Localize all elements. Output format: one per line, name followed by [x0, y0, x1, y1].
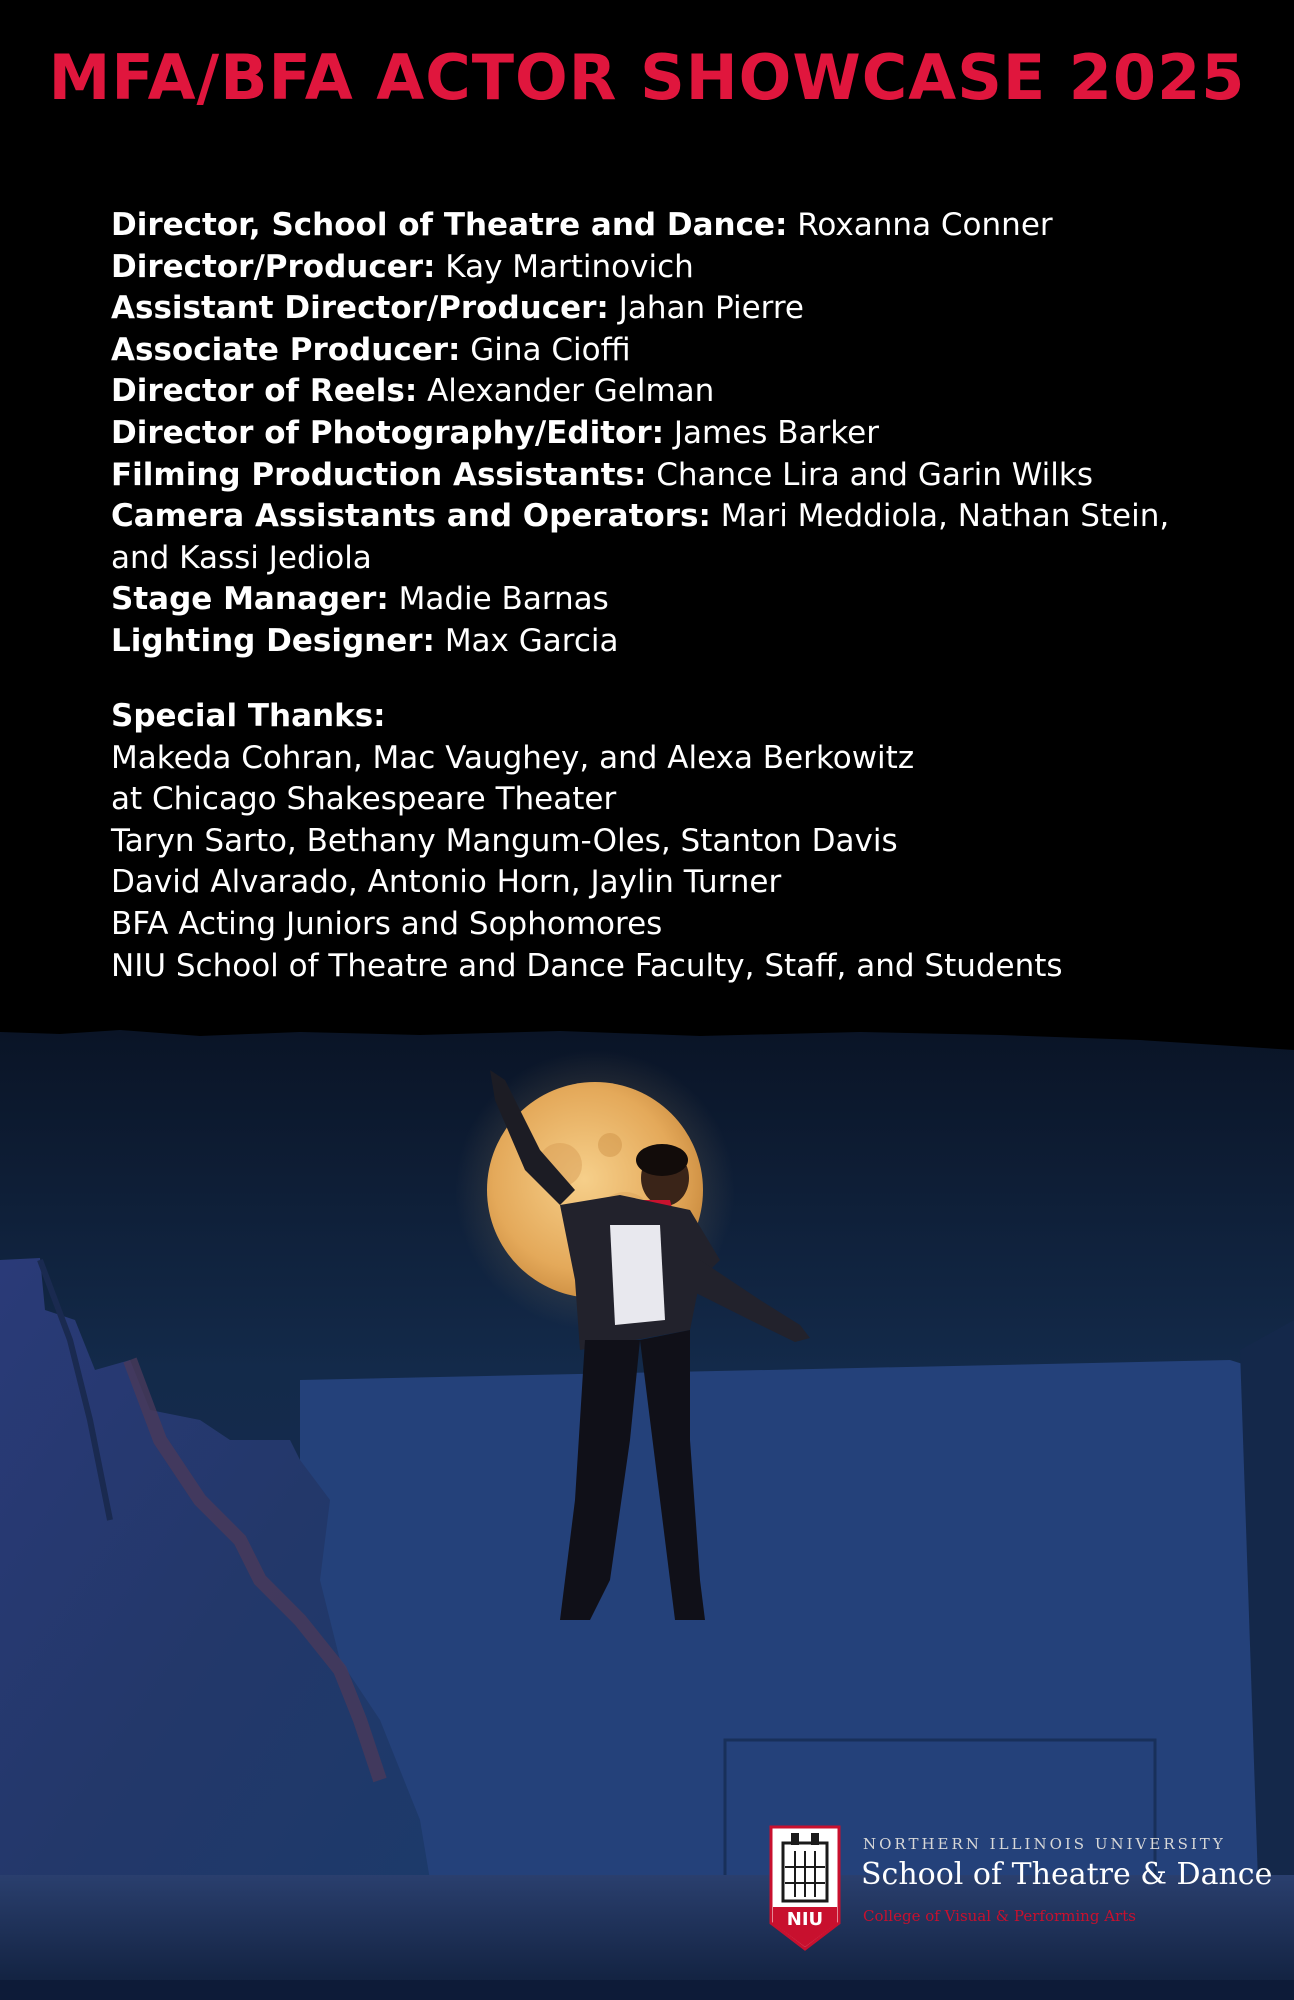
credit-line: [111, 413, 1191, 455]
credit-role: Director/Producer:: [111, 248, 436, 285]
credit-role: Associate Producer:: [111, 331, 461, 368]
credits-list: [111, 205, 1191, 663]
credit-name: Jahan Pierre: [618, 290, 805, 327]
credit-name: James Barker: [673, 414, 879, 451]
credit-name: Madie Barnas: [398, 581, 609, 618]
credit-name: Kay Martinovich: [445, 248, 694, 285]
university-name: NORTHERN ILLINOIS UNIVERSITY: [863, 1835, 1226, 1853]
school-name: School of Theatre & Dance: [861, 1857, 1273, 1892]
credit-name: Mari Meddiola, Nathan Stein, and Kassi Jediola: [111, 498, 1170, 576]
thanks-line: Taryn Sarto, Bethany Mangum-Oles, Stanton Davis: [111, 822, 898, 859]
thanks-line: BFA Acting Juniors and Sophomores: [111, 905, 663, 942]
credit-line: [111, 288, 1191, 330]
credit-line: [111, 371, 1191, 413]
credit-line: [111, 621, 1191, 663]
credit-role: Camera Assistants and Operators:: [111, 498, 711, 535]
niu-badge-text: NIU: [786, 1909, 824, 1930]
special-thanks: [111, 696, 1211, 987]
credit-role: Stage Manager:: [111, 581, 389, 618]
credit-name: Chance Lira and Garin Wilks: [656, 456, 1094, 493]
college-name: College of Visual & Performing Arts: [863, 1907, 1136, 1925]
credit-role: Filming Production Assistants:: [111, 456, 647, 493]
credit-line: [111, 455, 1191, 497]
credit-line: [111, 205, 1191, 247]
credit-line: [111, 330, 1191, 372]
thanks-line: Makeda Cohran, Mac Vaughey, and Alexa Berkowitz: [111, 739, 915, 776]
credit-line: [111, 247, 1191, 289]
credit-name: Gina Cioffi: [470, 331, 631, 368]
special-thanks-heading: Special Thanks:: [111, 698, 386, 734]
credit-name: Roxanna Conner: [797, 207, 1053, 243]
credit-line: [111, 496, 1191, 579]
credit-role: Director of Photography/Editor:: [111, 414, 665, 451]
thanks-line: David Alvarado, Antonio Horn, Jaylin Turner: [111, 864, 782, 901]
niu-crest-icon: [767, 1823, 843, 1953]
credit-name: Alexander Gelman: [427, 373, 715, 410]
thanks-line: at Chicago Shakespeare Theater: [111, 781, 617, 818]
niu-logo: [767, 1823, 1273, 1953]
credit-role: Director, School of Theatre and Dance:: [111, 207, 788, 243]
credit-role: Lighting Designer:: [111, 622, 435, 659]
page-title: MFA/BFA ACTOR SHOWCASE 2025: [48, 41, 1246, 114]
credit-role: Assistant Director/Producer:: [111, 290, 609, 327]
credit-line: [111, 579, 1191, 621]
credit-name: Max Garcia: [444, 622, 619, 659]
credit-role: Director of Reels:: [111, 373, 418, 410]
thanks-line: NIU School of Theatre and Dance Faculty, Staff, and Students: [111, 947, 1063, 984]
